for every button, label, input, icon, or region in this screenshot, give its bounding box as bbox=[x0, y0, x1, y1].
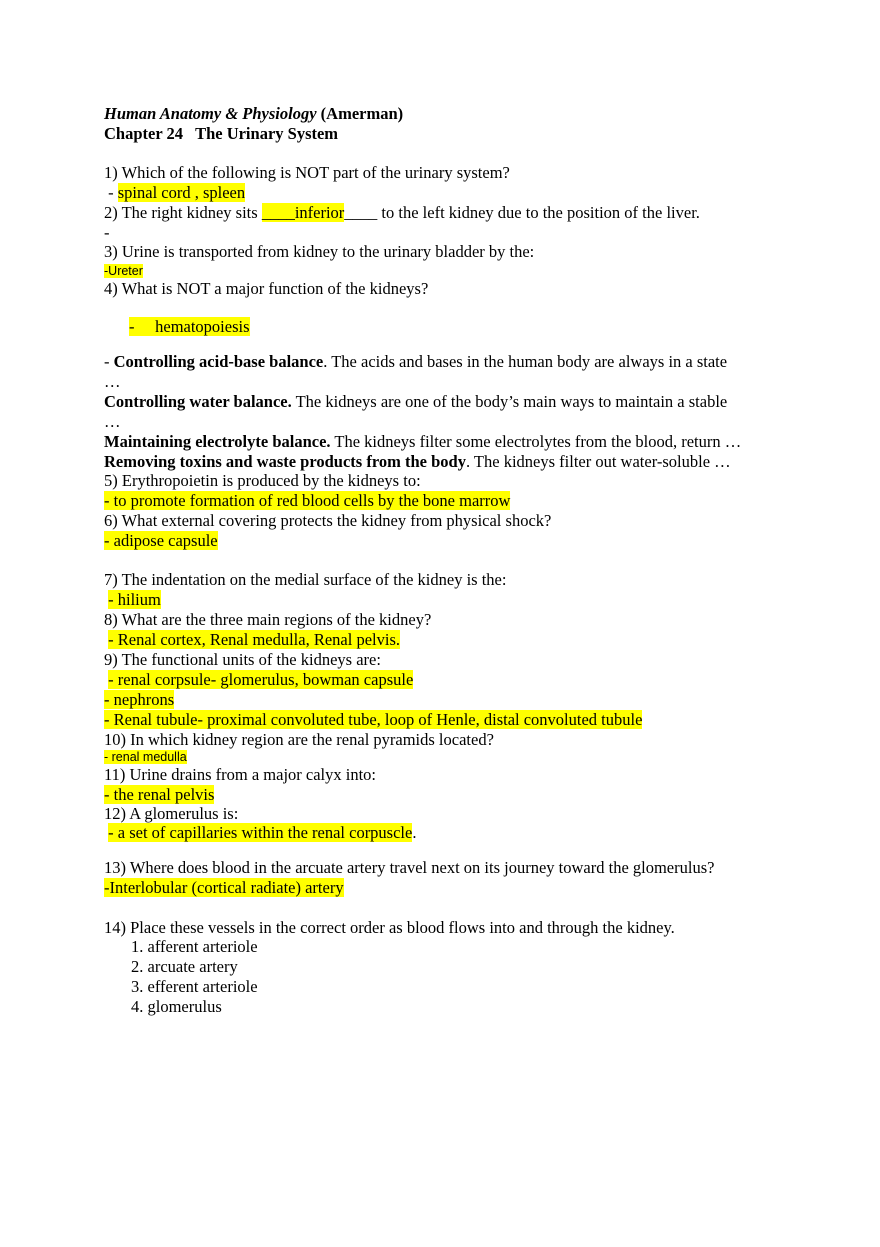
highlighted-answer-text: spinal cord , spleen bbox=[117, 183, 246, 202]
text-segment: 2. arcuate artery bbox=[131, 957, 238, 976]
highlighted-answer-text: - Renal tubule- proximal convoluted tube, loop of Henle, distal convoluted tubule bbox=[104, 710, 643, 729]
highlighted-answer-text: - hilium bbox=[108, 590, 161, 609]
answer-8 bbox=[104, 630, 400, 650]
question-11 bbox=[104, 765, 376, 785]
text-segment: Human Anatomy & Physiology bbox=[104, 104, 317, 123]
answer-2 bbox=[104, 223, 110, 243]
text-segment: . The acids and bases in the human body are always in a state bbox=[323, 352, 728, 371]
answer-12 bbox=[104, 823, 416, 843]
text-segment: 8) What are the three main regions of the kidney? bbox=[104, 610, 432, 629]
text-segment: - bbox=[104, 223, 110, 242]
highlighted-answer-text: -Ureter bbox=[104, 264, 143, 278]
doc-title bbox=[104, 104, 403, 124]
answer-7 bbox=[104, 590, 161, 610]
highlighted-answer-text: - the renal pelvis bbox=[104, 785, 215, 804]
text-segment: 11) Urine drains from a major calyx into: bbox=[104, 765, 377, 784]
text-segment: Maintaining electrolyte balance. bbox=[104, 432, 331, 451]
text-segment: ____ to the left kidney due to the position of the liver. bbox=[344, 203, 700, 222]
highlighted-answer-text: -Interlobular (cortical radiate) artery bbox=[104, 878, 344, 897]
text-segment: (Amerman) bbox=[316, 104, 404, 123]
text-segment: 5) Erythropoietin is produced by the kidneys to: bbox=[104, 471, 421, 490]
ellipsis bbox=[104, 372, 121, 392]
question-4 bbox=[104, 279, 428, 299]
text-segment: Controlling acid-base balance bbox=[113, 352, 324, 371]
question-8 bbox=[104, 610, 431, 630]
highlighted-answer-text: - to promote formation of red blood cells by the bone marrow bbox=[104, 491, 511, 510]
list-item bbox=[131, 977, 258, 997]
text-segment: 3. efferent arteriole bbox=[131, 977, 258, 996]
answer-10 bbox=[104, 746, 187, 766]
question-7 bbox=[104, 570, 506, 590]
question-6 bbox=[104, 511, 551, 531]
highlighted-answer-text: - adipose capsule bbox=[104, 531, 218, 550]
highlighted-answer-text: - a set of capillaries within the renal corpuscle bbox=[108, 823, 413, 842]
highlighted-answer-text: ____inferior bbox=[261, 203, 345, 222]
text-segment: - bbox=[104, 352, 114, 371]
question-13 bbox=[104, 858, 714, 878]
question-2 bbox=[104, 203, 700, 223]
highlighted-answer-text: - nephrons bbox=[104, 690, 175, 709]
highlighted-answer-text: - renal medulla bbox=[104, 750, 187, 764]
text-segment: 14) Place these vessels in the correct order as blood flows into and through the kidney. bbox=[104, 918, 675, 937]
text-segment: 12) A glomerulus is: bbox=[104, 804, 239, 823]
chapter-heading bbox=[104, 124, 338, 144]
text-segment: Chapter 24 The Urinary System bbox=[104, 124, 339, 143]
text-segment: Controlling water balance. bbox=[104, 392, 292, 411]
answer-9 bbox=[104, 710, 642, 730]
text-segment: 7) The indentation on the medial surface of the kidney is the: bbox=[104, 570, 507, 589]
answer-9 bbox=[104, 670, 413, 690]
text-segment: 2) The right kidney sits bbox=[104, 203, 262, 222]
answer-1 bbox=[104, 183, 245, 203]
text-segment: The kidneys are one of the body’s main ways to maintain a stable bbox=[291, 392, 728, 411]
text-segment: - bbox=[104, 183, 118, 202]
text-segment: 1) Which of the following is NOT part of the urinary system? bbox=[104, 163, 510, 182]
text-segment: 4) What is NOT a major function of the kidneys? bbox=[104, 279, 429, 298]
question-14 bbox=[104, 918, 675, 938]
answer-13 bbox=[104, 878, 344, 898]
text-segment: 6) What external covering protects the kidney from physical shock? bbox=[104, 511, 552, 530]
question-1 bbox=[104, 163, 510, 183]
highlighted-answer-text: - Renal cortex, Renal medulla, Renal pelvis. bbox=[108, 630, 400, 649]
text-segment: 9) The functional units of the kidneys are: bbox=[104, 650, 381, 669]
ellipsis bbox=[104, 412, 121, 432]
answer-6 bbox=[104, 531, 218, 551]
list-item bbox=[131, 937, 258, 957]
answer-3 bbox=[104, 260, 143, 280]
list-item bbox=[131, 957, 238, 977]
text-segment: The kidneys filter some electrolytes from the blood, return … bbox=[330, 432, 742, 451]
answer-4 bbox=[129, 317, 250, 337]
function-acid-base bbox=[104, 352, 727, 372]
question-3 bbox=[104, 242, 534, 262]
answer-9 bbox=[104, 690, 174, 710]
list-item bbox=[131, 997, 222, 1017]
highlighted-answer-text: - renal corpsule- glomerulus, bowman capsule bbox=[108, 670, 414, 689]
text-segment: 3) Urine is transported from kidney to the urinary bladder by the: bbox=[104, 242, 535, 261]
text-segment: . bbox=[412, 823, 417, 842]
text-segment: 4. glomerulus bbox=[131, 997, 222, 1016]
question-9 bbox=[104, 650, 381, 670]
text-segment: 1. afferent arteriole bbox=[131, 937, 258, 956]
highlighted-answer-text: - hematopoiesis bbox=[129, 317, 250, 336]
function-water bbox=[104, 392, 727, 412]
question-12 bbox=[104, 804, 238, 824]
answer-5 bbox=[104, 491, 510, 511]
text-segment: . The kidneys filter out water-soluble … bbox=[465, 452, 731, 471]
text-segment: 13) Where does blood in the arcuate artery travel next on its journey toward the glomerulus? bbox=[104, 858, 715, 877]
text-segment: … bbox=[104, 412, 121, 431]
question-5 bbox=[104, 471, 421, 491]
function-electrolyte bbox=[104, 432, 741, 452]
answer-11 bbox=[104, 785, 214, 805]
function-toxins bbox=[104, 452, 731, 472]
text-segment: … bbox=[104, 372, 121, 391]
text-segment: 10) In which kidney region are the renal pyramids located? bbox=[104, 730, 494, 749]
text-segment: Removing toxins and waste products from the body bbox=[104, 452, 466, 471]
